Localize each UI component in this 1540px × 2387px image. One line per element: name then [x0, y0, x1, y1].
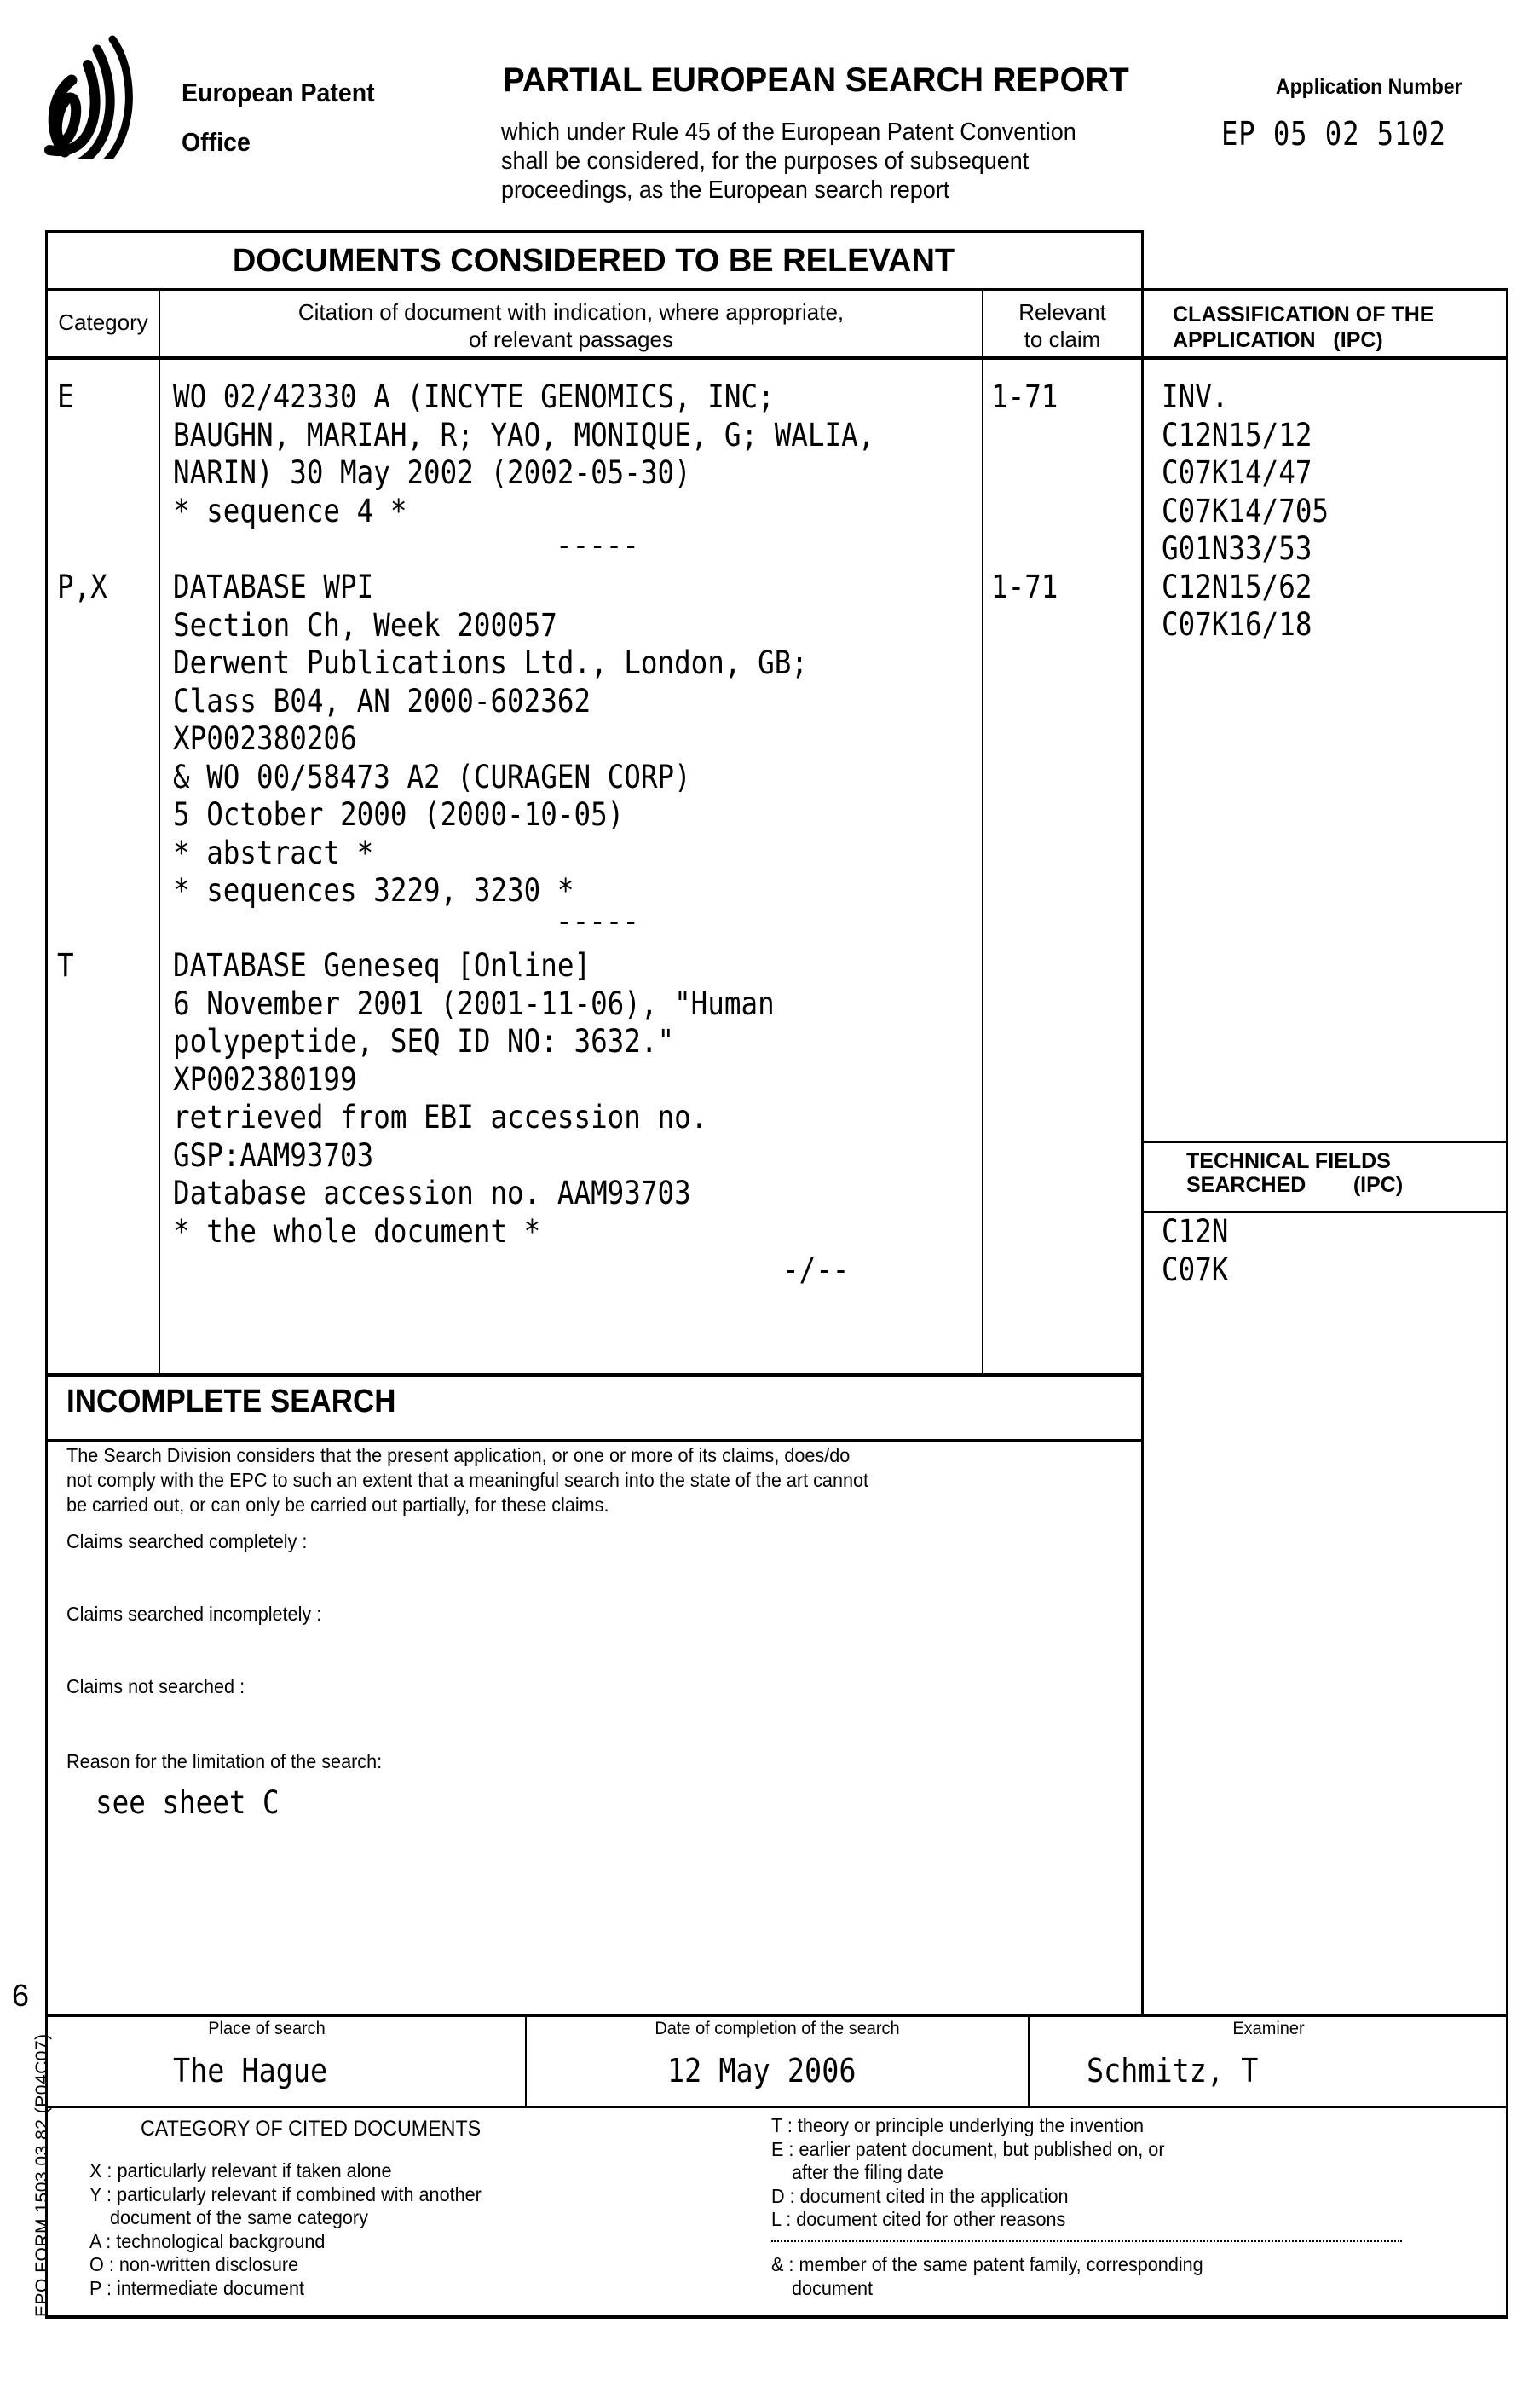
table-rule-incomplete — [45, 1439, 1142, 1442]
category-legend-title: CATEGORY OF CITED DOCUMENTS — [141, 2117, 481, 2141]
column-header-citation: Citation of document with indication, where appropriate, of relevant passages — [159, 298, 983, 353]
table-border-bottom — [45, 2315, 1508, 2319]
reason-label: Reason for the limitation of the search: — [66, 1750, 382, 1773]
category-legend-family: & : member of the same patent family, corresponding document — [771, 2253, 1203, 2300]
row-citation: DATABASE Geneseq [Online] 6 November 2001 (2001-11-06), "Human polypeptide, SEQ ID NO: 3632." XP002380199 retrieved from EBI accession no. GSP:AAM93703 Database accession no. AAM93703 * the whole document * — [173, 947, 775, 1251]
legend-dotted-divider — [771, 2240, 1402, 2242]
table-rule-footer-top — [45, 2014, 1508, 2017]
report-title: PARTIAL EUROPEAN SEARCH REPORT — [503, 61, 1129, 100]
classification-ipc-list: INV. C12N15/12 C07K14/47 C07K14/705 G01N33/53 C12N15/62 C07K16/18 — [1162, 379, 1329, 644]
examiner-label: Examiner — [1041, 2019, 1497, 2039]
column-header-relevant: Relevant to claim — [983, 298, 1142, 353]
claims-searched-completely-label: Claims searched completely : — [66, 1530, 307, 1553]
table-rule-legend — [45, 2106, 1508, 2108]
application-number-label: Application Number — [1276, 75, 1462, 100]
column-header-category: Category — [47, 309, 159, 336]
row-citation: DATABASE WPI Section Ch, Week 200057 Derwent Publications Ltd., London, GB; Class B04, AN 2000-602362 XP002380206 & WO 00/58473 A2 (CURAGEN CORP) 5 October 2000 (2000-10-05) * abstract * * sequences 3229, 3230 * — [173, 569, 808, 910]
office-name — [182, 68, 375, 167]
incomplete-search-paragraph: The Search Division considers that the present application, or one or more of its claims, does/do not comply with the EPC to such an extent that a meaningful search into the state of the art cannot be carried out, or can only be carried out partially, for these claims. — [66, 1443, 868, 1517]
table-rule-tech-top — [1141, 1141, 1508, 1143]
date-of-completion-value: 12 May 2006 — [667, 2052, 856, 2089]
table-rule-header — [45, 356, 1508, 360]
place-of-search-value: The Hague — [173, 2052, 327, 2089]
incomplete-search-title: INCOMPLETE SEARCH — [66, 1384, 396, 1420]
row-category: E — [57, 379, 74, 417]
examiner-value: Schmitz, T — [1087, 2052, 1258, 2089]
reason-value: see sheet C — [95, 1784, 280, 1821]
page-number: 6 — [12, 1978, 29, 2014]
column-header-classification: CLASSIFICATION OF THE APPLICATION (IPC) — [1173, 302, 1433, 353]
office-name-line2: Office — [182, 118, 375, 167]
table-rule-docs-bottom — [45, 1373, 1142, 1377]
row-continued-marker: -/-- — [782, 1251, 849, 1288]
office-name-line1: European Patent — [182, 68, 375, 118]
col-divider-category — [159, 288, 160, 1375]
row-separator: ----- — [556, 527, 639, 564]
claims-searched-incompletely-label: Claims searched incompletely : — [66, 1603, 321, 1626]
date-of-completion-label: Date of completion of the search — [539, 2019, 1017, 2039]
row-category: T — [57, 947, 74, 985]
form-code — [0, 2131, 41, 2387]
form-code-text: EPO FORM 1503 03.82 (P04C07) — [32, 2033, 53, 2317]
category-legend-left: X : particularly relevant if taken alone Y : particularly relevant if combined with another document of the same category A : technological background O : non-written disclosure P : intermediate document — [89, 2159, 482, 2300]
technical-fields-list: C12N C07K — [1162, 1213, 1228, 1289]
table-border-left — [45, 230, 48, 2319]
table-divider-right — [1141, 230, 1144, 2016]
category-legend-right: T : theory or principle underlying the invention E : earlier patent document, but published on, or after the filing date D : document cited in the application L : document cited for other reasons — [771, 2114, 1165, 2232]
epo-logo-icon — [24, 31, 152, 159]
row-relevant-claims: 1-71 — [991, 569, 1058, 607]
documents-section-title: DOCUMENTS CONSIDERED TO BE RELEVANT — [45, 232, 1142, 290]
col-divider-place — [525, 2014, 527, 2107]
row-relevant-claims: 1-71 — [991, 379, 1058, 417]
technical-fields-header: TECHNICAL FIELDS SEARCHED (IPC) — [1186, 1149, 1403, 1197]
application-number: EP 05 02 5102 — [1221, 115, 1446, 153]
report-subtitle: which under Rule 45 of the European Patent Convention shall be considered, for the purposes of subsequent proceedings, as the European search report — [501, 118, 1076, 205]
row-citation: WO 02/42330 A (INCYTE GENOMICS, INC; BAUGHN, MARIAH, R; YAO, MONIQUE, G; WALIA, NARIN) 30 May 2002 (2002-05-30) * sequence 4 * — [173, 379, 874, 530]
col-divider-relevant — [982, 288, 983, 1375]
claims-not-searched-label: Claims not searched : — [66, 1675, 245, 1698]
row-category: P,X — [57, 569, 107, 607]
row-separator: ----- — [556, 903, 639, 939]
col-divider-date — [1028, 2014, 1030, 2107]
place-of-search-label: Place of search — [56, 2019, 477, 2039]
